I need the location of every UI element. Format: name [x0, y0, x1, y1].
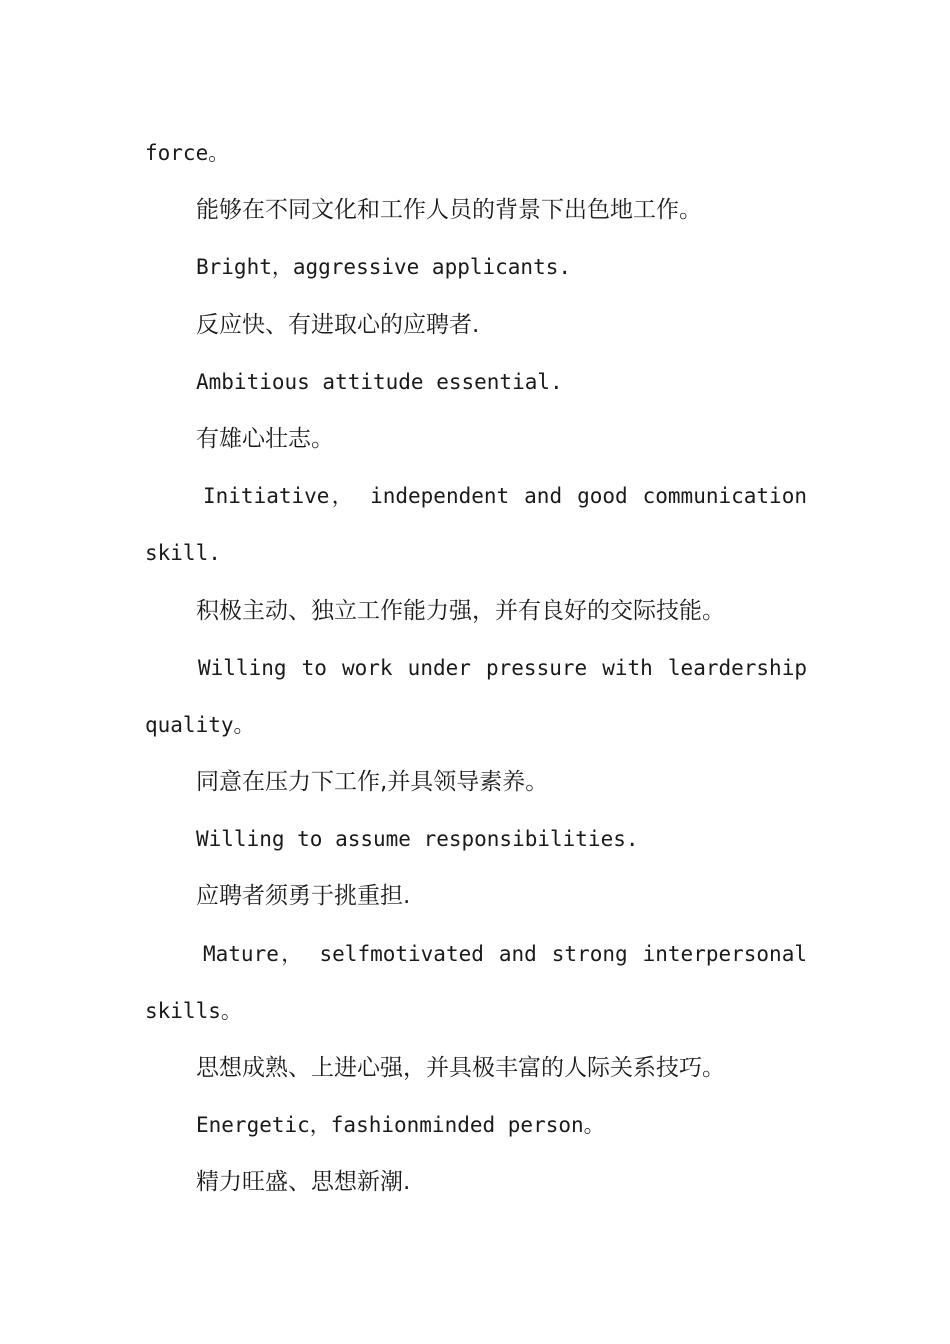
text-line: 同意在压力下工作,并具领导素养。	[196, 769, 549, 796]
text-line: Mature， selfmotivated and strong interpersonal	[203, 941, 807, 966]
text-line: Energetic，fashionminded person。	[196, 1113, 605, 1138]
text-line: 精力旺盛、思想新潮.	[196, 1169, 411, 1196]
text-line: skills。	[145, 998, 242, 1023]
text-line: skill.	[145, 541, 221, 566]
text-line: Ambitious attitude essential.	[196, 369, 563, 394]
text-line: quality。	[145, 712, 255, 737]
text-line: 积极主动、独立工作能力强，并有良好的交际技能。	[196, 597, 725, 624]
document-body	[145, 133, 807, 1220]
text-line: 能够在不同文化和工作人员的背景下出色地工作。	[196, 197, 702, 224]
text-line: 应聘者须勇于挑重担.	[196, 883, 411, 910]
text-line: 思想成熟、上进心强，并具极丰富的人际关系技巧。	[196, 1055, 725, 1081]
text-line: Willing to work under pressure with leardership	[198, 655, 807, 680]
text-line: force。	[145, 141, 230, 165]
text-line: Willing to assume responsibilities.	[196, 827, 639, 852]
text-line: 有雄心壮志。	[196, 425, 334, 452]
text-line: Bright，aggressive applicants.	[196, 255, 572, 280]
text-line: Initiative， independent and good communication	[203, 484, 807, 509]
text-line: 反应快、有进取心的应聘者.	[196, 311, 480, 338]
